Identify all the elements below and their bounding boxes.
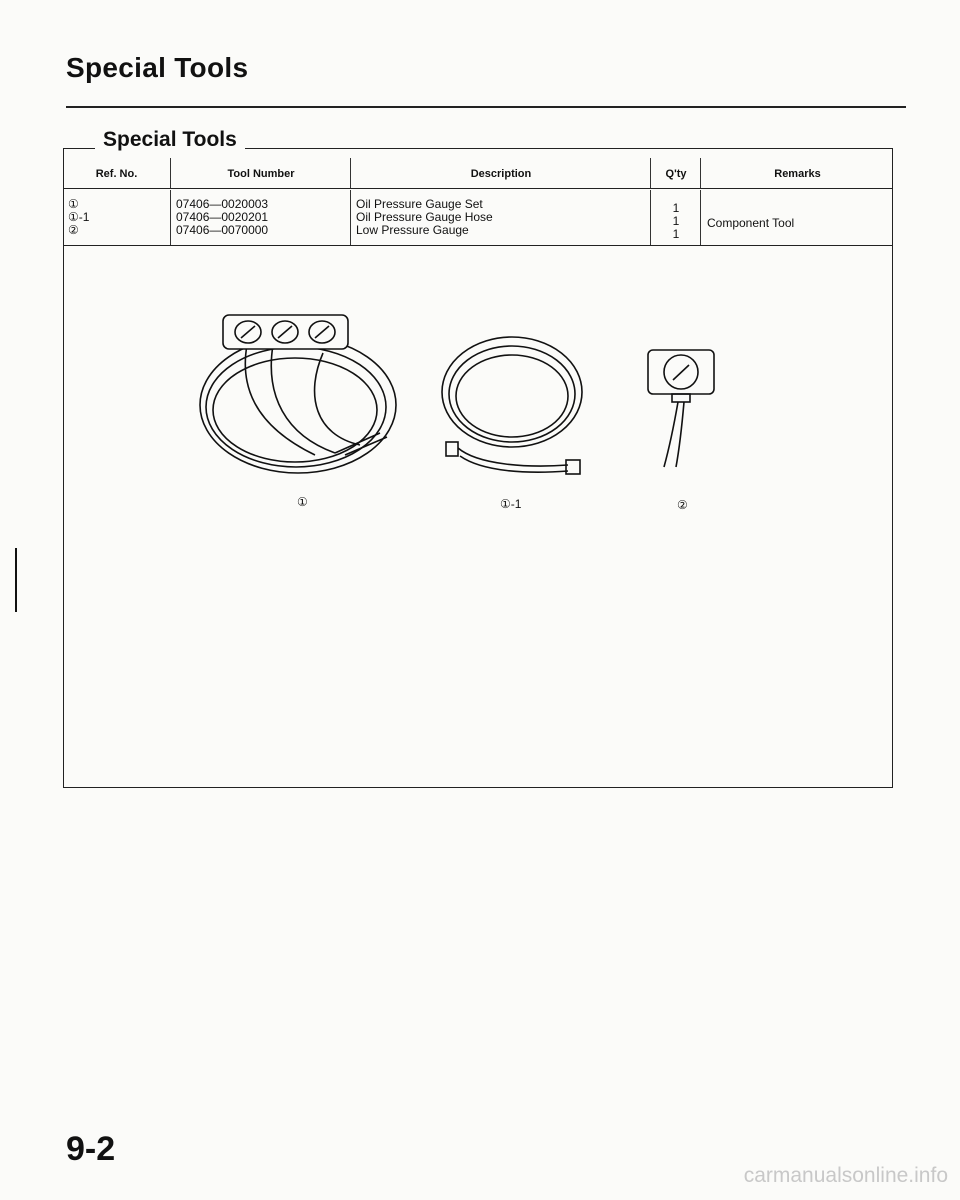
section-label: Special Tools xyxy=(95,128,245,152)
table-row-qty: 1 xyxy=(672,227,680,241)
table-row-tool-number: 07406—0020201 xyxy=(176,210,269,224)
table-row-qty: 1 xyxy=(672,214,680,228)
table-row-ref: ①-1 xyxy=(68,210,90,224)
table-row-description: Low Pressure Gauge xyxy=(356,223,469,237)
gauge-set-illustration xyxy=(195,305,410,485)
header-ref-no: Ref. No. xyxy=(95,168,138,180)
table-row-description: Oil Pressure Gauge Hose xyxy=(356,210,493,224)
table-body xyxy=(63,190,893,246)
gauge-hose-illustration xyxy=(438,330,598,475)
caption-gauge-set: ① xyxy=(297,495,308,509)
watermark: carmanualsonline.info xyxy=(743,1164,948,1187)
title-rule xyxy=(66,106,906,108)
table-header xyxy=(63,158,893,189)
description-cell xyxy=(350,190,651,245)
header-remarks: Remarks xyxy=(700,158,894,188)
margin-mark xyxy=(15,548,17,612)
header-description: Description xyxy=(350,158,651,188)
tool-number-cell xyxy=(170,190,351,245)
table-row-tool-number: 07406—0070000 xyxy=(176,223,269,237)
page-number: 9-2 xyxy=(66,1130,116,1168)
remarks-text: Component Tool xyxy=(707,216,795,230)
header-qty: Q'ty xyxy=(650,158,701,188)
qty-cell xyxy=(650,190,701,245)
table-row-ref: ② xyxy=(68,223,79,237)
header-tool-number: Tool Number xyxy=(170,158,351,188)
page-title: Special Tools xyxy=(66,52,249,83)
low-pressure-gauge-illustration xyxy=(642,345,722,470)
table-row-ref: ① xyxy=(68,197,79,211)
remarks-cell xyxy=(700,190,894,245)
table-row-tool-number: 07406—0020003 xyxy=(176,197,269,211)
table-row-description: Oil Pressure Gauge Set xyxy=(356,197,483,211)
table-row-qty: 1 xyxy=(672,201,680,215)
ref-no-cell xyxy=(63,190,170,245)
caption-low-pressure-gauge: ② xyxy=(677,498,688,512)
caption-gauge-hose: ①-1 xyxy=(500,497,522,511)
